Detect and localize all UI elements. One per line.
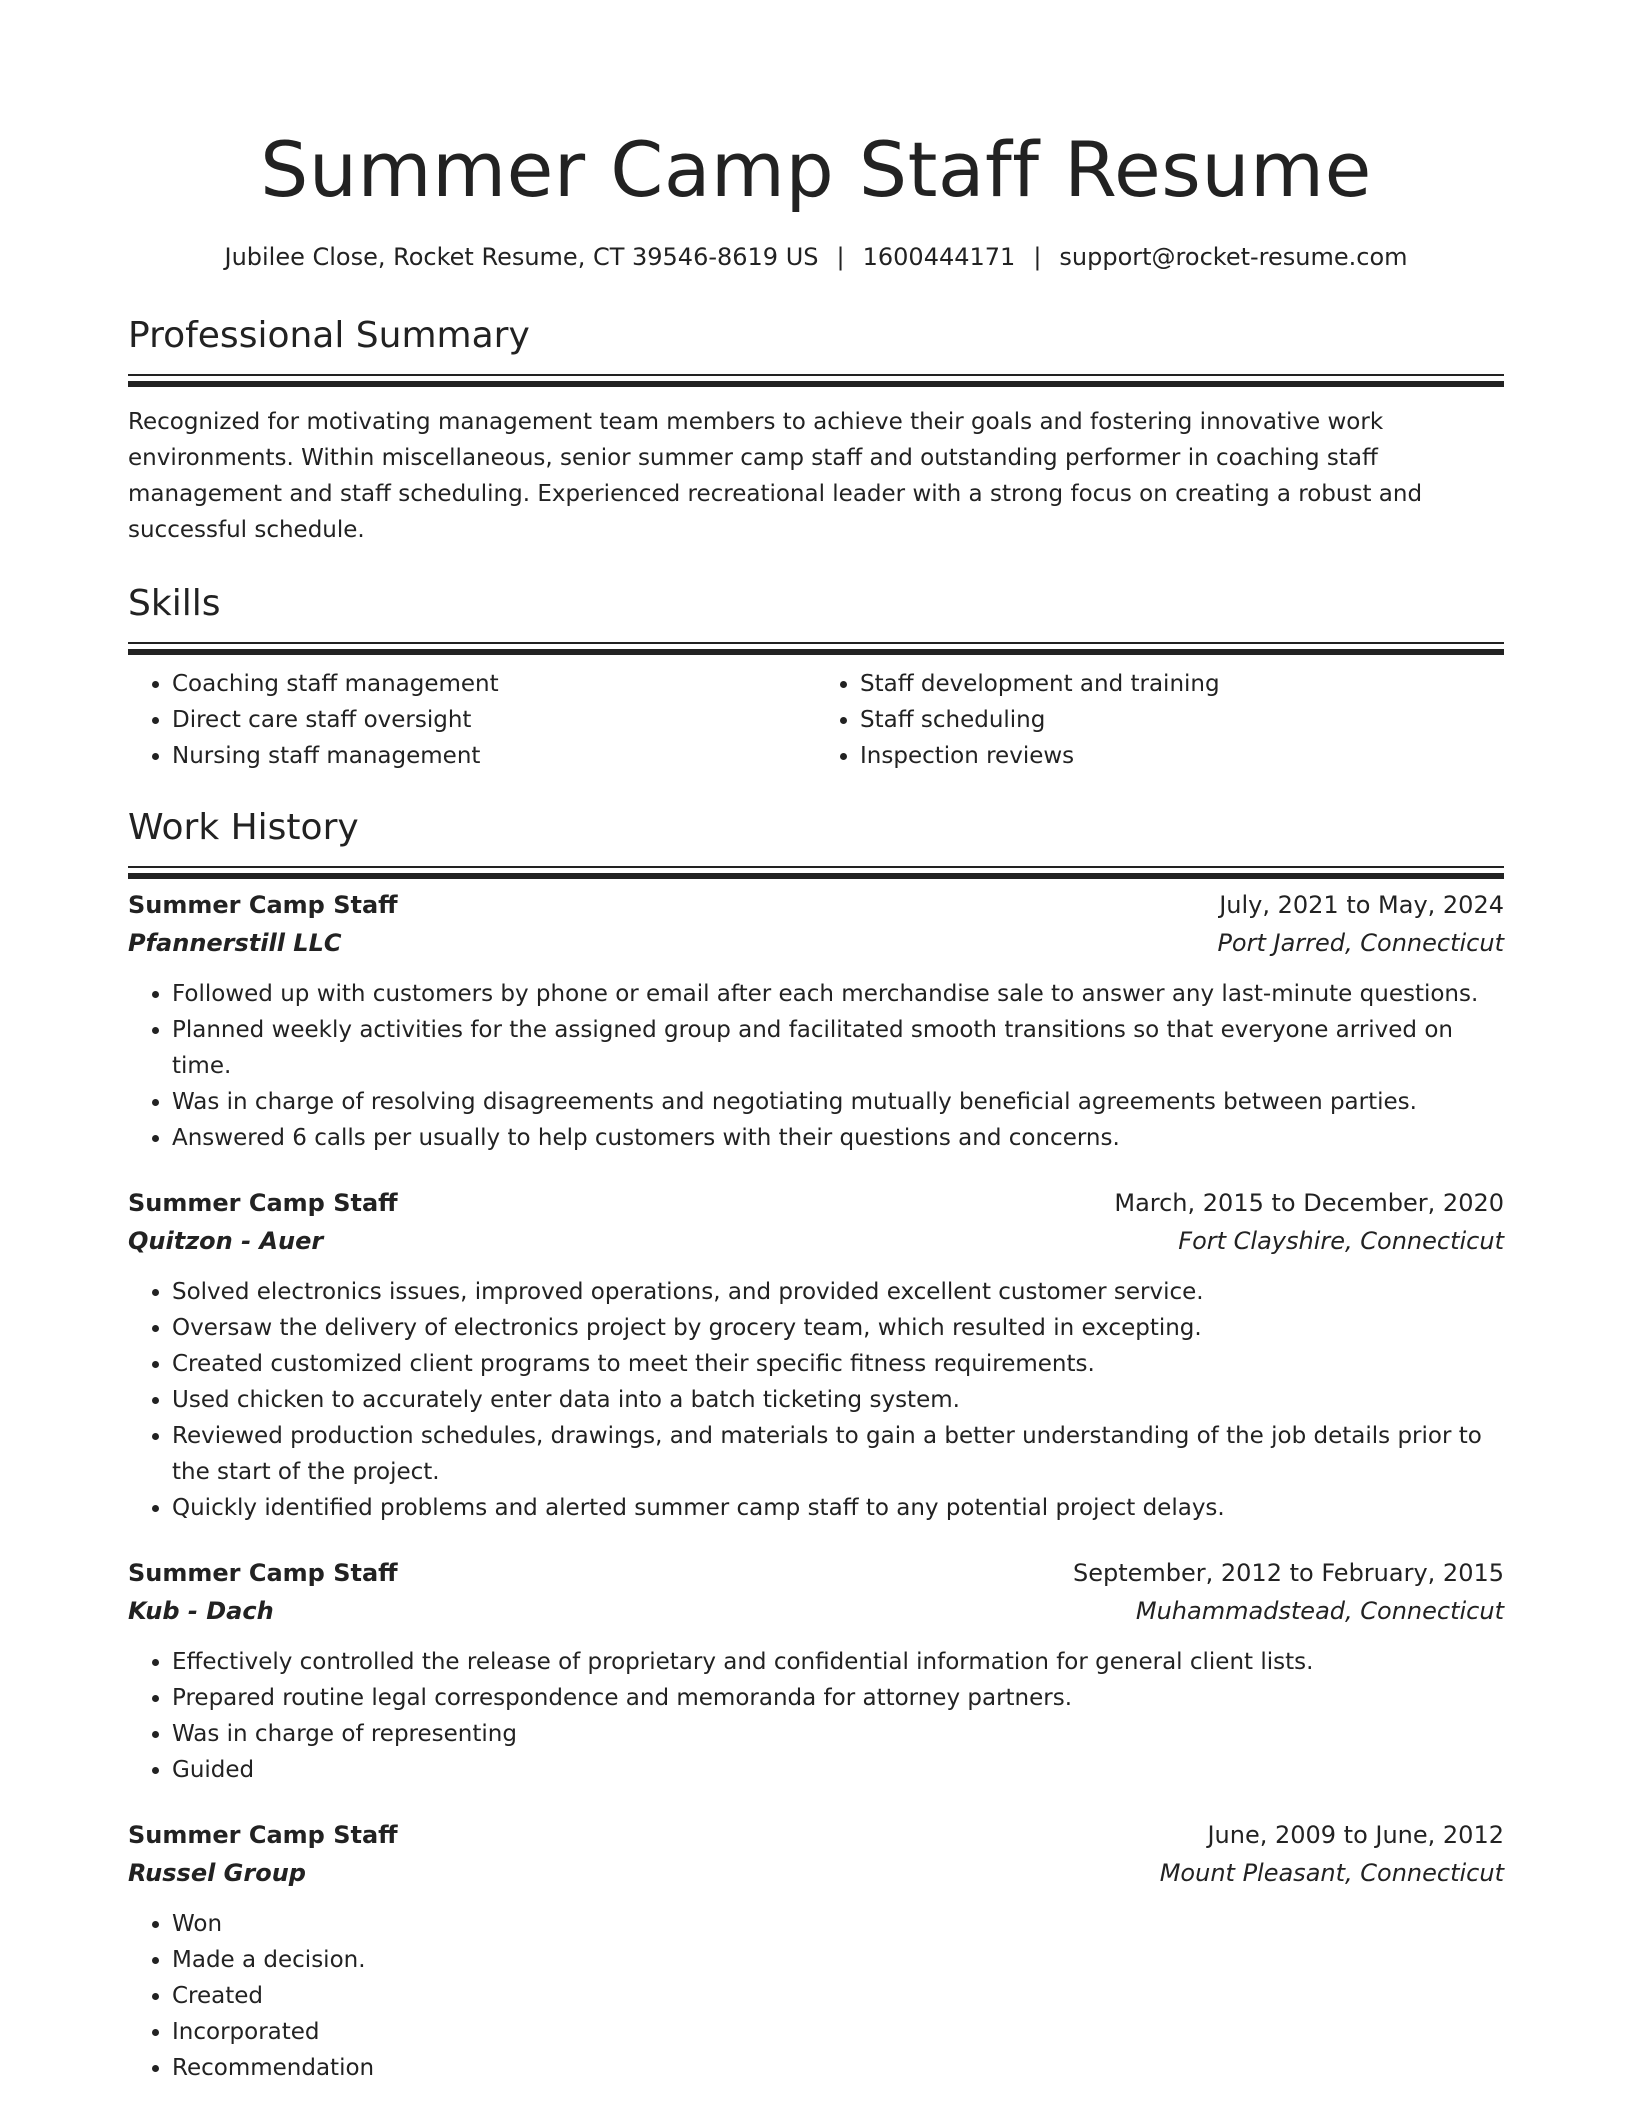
contact-separator: | <box>836 243 845 271</box>
work-history-section <box>128 804 1504 2086</box>
job-location: Mount Pleasant, Connecticut <box>1159 1859 1504 1887</box>
job-dates: July, 2021 to May, 2024 <box>1219 891 1504 919</box>
job-dates: June, 2009 to June, 2012 <box>1207 1821 1504 1849</box>
job-dates: September, 2012 to February, 2015 <box>1072 1559 1504 1587</box>
job-bullet: • Oversaw the delivery of electronics project by grocery team, which resulted in excepting. <box>172 1310 1504 1346</box>
job-title: Summer Camp Staff <box>128 891 398 919</box>
job-location: Muhammadstead, Connecticut <box>1135 1597 1504 1625</box>
job-dates: March, 2015 to December, 2020 <box>1114 1189 1504 1217</box>
summary-text: Recognized for motivating management team members to achieve their goals and fostering innovative work environments. Within miscellaneous, senior summer camp staff and outstanding performer in coaching staff management and staff scheduling. Experienced recreational leader with a strong focus on creating a robust and successful schedule. <box>128 409 1423 543</box>
job-header <box>128 1184 1504 1222</box>
skill-item: • Staff development and training <box>860 666 1504 702</box>
job-bullet: • Won <box>172 1906 1504 1942</box>
contact-phone: 1600444171 <box>862 243 1016 271</box>
section-heading-work-history: Work History <box>128 807 359 848</box>
contact-separator: | <box>1033 243 1042 271</box>
job-bullet: • Created customized client programs to meet their specific fitness requirements. <box>172 1346 1504 1382</box>
section-divider <box>128 374 1504 376</box>
job-bullet: • Quickly identified problems and alerted summer camp staff to any potential project delays. <box>172 1490 1504 1526</box>
job-subheader <box>128 1222 1504 1260</box>
contact-line <box>128 240 1504 274</box>
job-bullets <box>128 976 1504 1156</box>
job-company: Kub - Dach <box>128 1597 274 1625</box>
job-title: Summer Camp Staff <box>128 1821 398 1849</box>
section-heading-skills: Skills <box>128 583 221 624</box>
job-bullet: • Was in charge of representing <box>172 1716 1504 1752</box>
job-header <box>128 1554 1504 1592</box>
job-subheader <box>128 1592 1504 1630</box>
job-entry <box>128 1184 1504 1526</box>
job-bullets <box>128 1274 1504 1526</box>
job-bullet: • Effectively controlled the release of proprietary and confidential information for general client lists. <box>172 1644 1504 1680</box>
job-title: Summer Camp Staff <box>128 1189 398 1217</box>
job-title: Summer Camp Staff <box>128 1559 398 1587</box>
job-bullet: • Answered 6 calls per usually to help customers with their questions and concerns. <box>172 1120 1504 1156</box>
job-header <box>128 1816 1504 1854</box>
contact-address: Jubilee Close, Rocket Resume, CT 39546-8619 US <box>224 243 819 271</box>
job-bullet: • Prepared routine legal correspondence and memoranda for attorney partners. <box>172 1680 1504 1716</box>
skill-item: • Inspection reviews <box>860 738 1504 774</box>
skills-section <box>128 580 1504 774</box>
professional-summary-section <box>128 312 1504 548</box>
job-subheader <box>128 924 1504 962</box>
job-bullet: • Incorporated <box>172 2014 1504 2050</box>
resume-title: Summer Camp Staff Resume <box>260 125 1372 214</box>
job-company: Russel Group <box>128 1859 306 1887</box>
skill-item: • Staff scheduling <box>860 702 1504 738</box>
skill-item: • Nursing staff management <box>172 738 816 774</box>
job-bullet: • Used chicken to accurately enter data into a batch ticketing system. <box>172 1382 1504 1418</box>
resume-page <box>128 0 1504 2086</box>
job-bullet: • Created <box>172 1978 1504 2014</box>
job-bullet: • Followed up with customers by phone or email after each merchandise sale to answer any last-minute questions. <box>172 976 1504 1012</box>
section-divider <box>128 866 1504 868</box>
job-bullet: • Planned weekly activities for the assigned group and facilitated smooth transitions so that everyone arrived on time. <box>172 1012 1504 1084</box>
section-divider <box>128 642 1504 644</box>
skill-item: • Coaching staff management <box>172 666 816 702</box>
job-location: Fort Clayshire, Connecticut <box>1178 1227 1504 1255</box>
job-entry <box>128 886 1504 1156</box>
job-company: Pfannerstill LLC <box>128 929 342 957</box>
job-entry <box>128 1816 1504 2086</box>
job-bullets <box>128 1906 1504 2086</box>
skills-grid <box>128 666 1504 774</box>
job-location: Port Jarred, Connecticut <box>1217 929 1504 957</box>
job-bullet: • Solved electronics issues, improved operations, and provided excellent customer service. <box>172 1274 1504 1310</box>
job-header <box>128 886 1504 924</box>
job-entry <box>128 1554 1504 1788</box>
job-bullet: • Recommendation <box>172 2050 1504 2086</box>
job-bullet: • Guided <box>172 1752 1504 1788</box>
contact-email: support@rocket-resume.com <box>1059 243 1408 271</box>
job-subheader <box>128 1854 1504 1892</box>
job-bullet: • Reviewed production schedules, drawings, and materials to gain a better understanding of the job details prior to the start of the project. <box>172 1418 1504 1490</box>
section-heading-summary: Professional Summary <box>128 315 530 356</box>
job-bullet: • Made a decision. <box>172 1942 1504 1978</box>
skills-column-right <box>816 666 1504 774</box>
job-bullets <box>128 1644 1504 1788</box>
job-company: Quitzon - Auer <box>128 1227 324 1255</box>
skills-column-left <box>128 666 816 774</box>
skill-item: • Direct care staff oversight <box>172 702 816 738</box>
job-bullet: • Was in charge of resolving disagreements and negotiating mutually beneficial agreements between parties. <box>172 1084 1504 1120</box>
